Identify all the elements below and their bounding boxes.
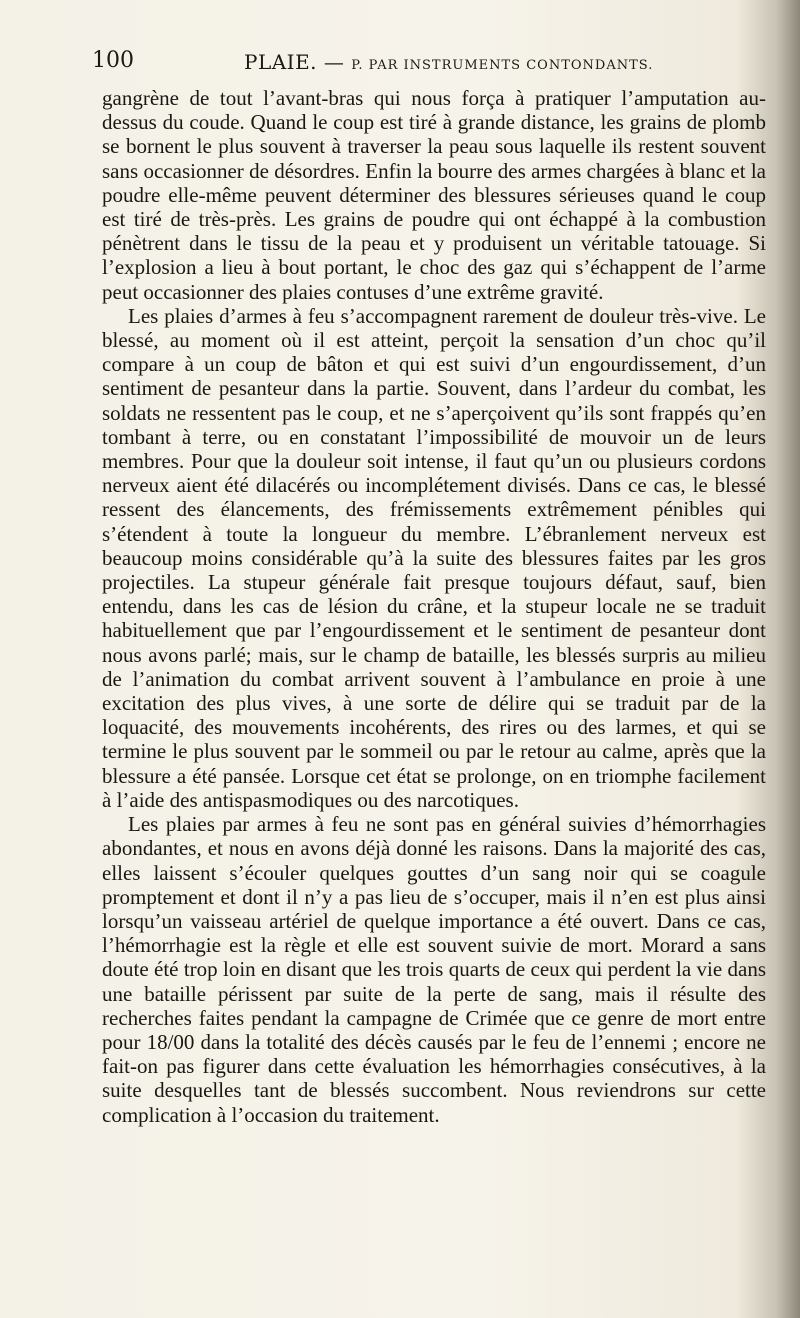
paragraph-hemorrhage: Les plaies par armes à feu ne sont pas en général suivies d’hémorrhagies abondantes, et nous en avons déjà donné les raisons. Dans la majorité des cas, elles laissent s’écouler quelques gouttes d’un sang noir qui se coagule promptement et dont il n’y a pas lieu de s’occuper, mais il n’en est plus ainsi lorsqu’un vaisseau artériel de quelque importance a été ouvert. Dans ce cas, l’hémorrhagie est la règle et elle est souvent suivie de mort. Morard a sans doute été trop loin en disant que les trois quarts de ceux qui perdent la vie dans une bataille périssent par suite de la perte de sang, mais il résulte des recherches faites pendant la campagne de Crimée que ce genre de mort entre pour 18/00 dans la totalité des décès causés par le feu de l’ennemi ; encore ne fait-on pas figurer dans cette évaluation les hémorrhagies consécutives, à la suite desquelles tant de blessés succombent. Nous reviendrons sur cette complication à l’occasion du traitement.	[102, 812, 766, 1127]
page-number: 100	[92, 48, 134, 73]
body-text	[102, 86, 766, 1127]
paragraph-pain: Les plaies d’armes à feu s’accompagnent rarement de douleur très-vive. Le blessé, au moment où il est atteint, perçoit la sensation d’un choc qu’il compare à un coup de bâton et qui est suivi d’un engourdissement, d’un sentiment de pesanteur dans la partie. Souvent, dans l’ardeur du combat, les soldats ne ressentent pas le coup, et ne s’aperçoivent qu’ils sont frappés qu’en tombant à terre, ou en constatant l’impossibilité de mouvoir un de leurs membres. Pour que la douleur soit intense, il faut qu’un ou plusieurs cordons nerveux aient été dilacérés ou incomplétement divisés. Dans ce cas, le blessé ressent des élancements, des frémissements extrêmement pénibles qui s’étendent à toute la longueur du membre. L’ébranlement nerveux est beaucoup moins considérable qu’à la suite des blessures faites par les gros projectiles. La stupeur générale fait presque toujours défaut, sauf, bien entendu, dans les cas de lésion du crâne, et la stupeur locale ne se traduit habituellement que par l’engourdissement et le sentiment de pesanteur dont nous avons parlé; mais, sur le champ de bataille, les blessés surpris au milieu de l’animation du combat arrivent souvent à l’ambulance en proie à une excitation des plus vives, à une sorte de délire qui se traduit par de la loquacité, des mouvements incohérents, des rires ou des larmes, et qui se termine le plus souvent par le sommeil ou par le retour au calme, après que la blessure a été pansée. Lorsque cet état se prolonge, on en triomphe facilement à l’aide des antispasmodiques ou des narcotiques.	[102, 303, 766, 812]
running-subtitle: P. PAR INSTRUMENTS CONTONDANTS.	[351, 58, 654, 73]
running-dash: —	[317, 50, 352, 74]
page-header	[92, 44, 772, 84]
running-title: PLAIE.	[244, 50, 318, 74]
paragraph-continued: gangrène de tout l’avant-bras qui nous força à pratiquer l’amputation au-dessus du coude. Quand le coup est tiré à grande distance, les grains de plomb se bornent le plus souvent à traverser la peau sous laquelle ils restent souvent sans occasionner de désordres. Enfin la bourre des armes chargées à blanc et la poudre elle-même peuvent déterminer des blessures sérieuses quand le coup est tiré de très-près. Les grains de poudre qui ont échappé à la combustion pénètrent dans le tissu de la peau et y produisent un véritable tatouage. Si l’explosion a lieu à bout portant, le choc des gaz qui s’échappent de l’arme peut occasionner des plaies contuses d’une extrême gravité.	[102, 86, 766, 304]
running-head	[244, 50, 653, 74]
